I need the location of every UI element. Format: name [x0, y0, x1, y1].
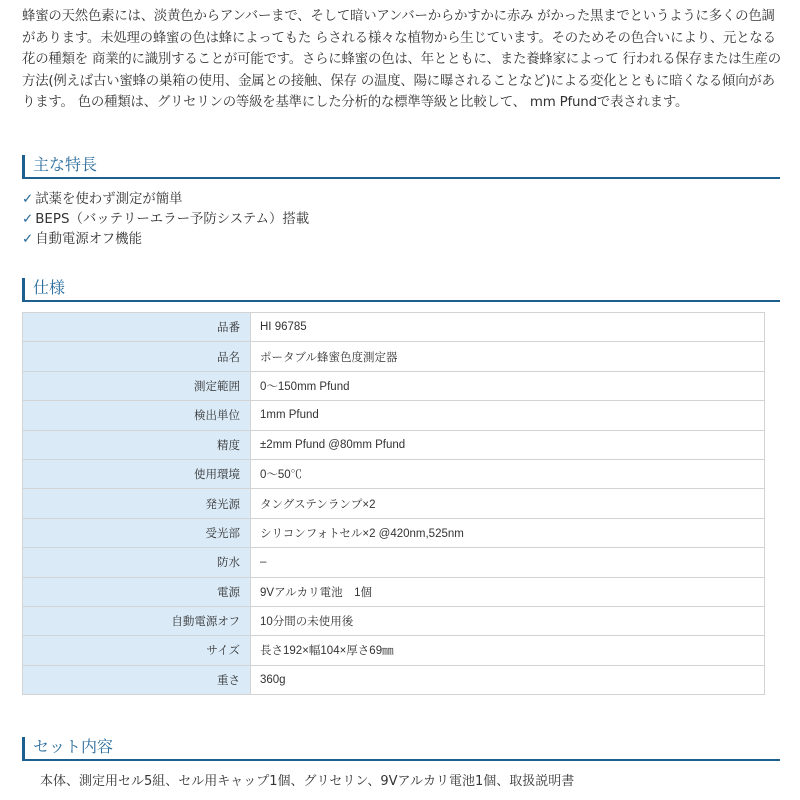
table-row	[23, 371, 765, 400]
spec-table	[22, 312, 765, 695]
spec-value: –	[251, 548, 765, 577]
spec-value: 10分間の未使用後	[251, 606, 765, 635]
set-contents-heading: セット内容	[33, 737, 114, 756]
feature-text: 試薬を使わず測定が簡単	[35, 192, 183, 207]
table-row	[23, 401, 765, 430]
spec-label: 検出単位	[23, 401, 251, 430]
table-row	[23, 430, 765, 459]
checkmark-icon: ✓	[22, 232, 34, 247]
spec-label: 使用環境	[23, 459, 251, 488]
feature-item	[22, 230, 309, 250]
intro-paragraph: 蜂蜜の天然色素には、淡黄色からアンバーまで、そして暗いアンバーからかすかに赤み がかった黒までというように多くの色調があります。未処理の蜂蜜の色は蜂によってもた らされる様々な植物から生じています。そのためその色合いにより、元となる花の種類を 商業的に識別することが可能です。さらに蜂蜜の色は、年とともに、また養蜂家によって 行われる保存または生産の方法(例えば古い蜜蜂の巣箱の使用、金属との接触、保存 の温度、陽に曝されることなど)による変化とともに暗くなる傾向があります。 色の種類は、グリセリンの等級を基準にした分析的な標準等級と比較して、 mm Pfundで表されます。	[22, 9, 781, 110]
spec-value: 360g	[251, 665, 765, 694]
spec-label: 電源	[23, 577, 251, 606]
table-row	[23, 518, 765, 547]
specs-heading: 仕様	[33, 278, 66, 297]
feature-text: 自動電源オフ機能	[35, 232, 142, 247]
spec-value: 9Vアルカリ電池 1個	[251, 577, 765, 606]
spec-value: ポータブル蜂蜜色度測定器	[251, 342, 765, 371]
spec-label: 品名	[23, 342, 251, 371]
feature-item	[22, 210, 309, 230]
spec-value: 長さ192×幅104×厚さ69㎜	[251, 636, 765, 665]
spec-label: 防水	[23, 548, 251, 577]
spec-value: ±2mm Pfund @80mm Pfund	[251, 430, 765, 459]
spec-value: HI 96785	[251, 313, 765, 342]
spec-label: 精度	[23, 430, 251, 459]
spec-value: 1mm Pfund	[251, 401, 765, 430]
spec-label: 自動電源オフ	[23, 606, 251, 635]
spec-value: シリコンフォトセル×2 @420nm,525nm	[251, 518, 765, 547]
spec-label: 発光源	[23, 489, 251, 518]
table-row	[23, 313, 765, 342]
table-row	[23, 606, 765, 635]
feature-item	[22, 190, 309, 210]
spec-label: 受光部	[23, 518, 251, 547]
table-row	[23, 636, 765, 665]
set-contents-text: 本体、測定用セル5組、セル用キャップ1個、グリセリン、9Vアルカリ電池1個、取扱説明書	[40, 774, 575, 789]
spec-value: 0〜150mm Pfund	[251, 371, 765, 400]
table-row	[23, 342, 765, 371]
table-row	[23, 489, 765, 518]
spec-value: タングステンランプ×2	[251, 489, 765, 518]
feature-text: BEPS（バッテリーエラー予防システム）搭載	[35, 212, 310, 227]
spec-label: 品番	[23, 313, 251, 342]
checkmark-icon: ✓	[22, 212, 34, 227]
features-list	[22, 190, 309, 250]
table-row	[23, 577, 765, 606]
spec-label: サイズ	[23, 636, 251, 665]
table-row	[23, 548, 765, 577]
table-row	[23, 665, 765, 694]
spec-label: 測定範囲	[23, 371, 251, 400]
spec-label: 重さ	[23, 665, 251, 694]
features-section-header	[22, 155, 780, 179]
table-row	[23, 459, 765, 488]
specs-section-header	[22, 278, 780, 302]
set-contents-section-header	[22, 737, 780, 761]
spec-value: 0〜50℃	[251, 459, 765, 488]
features-heading: 主な特長	[33, 155, 98, 174]
checkmark-icon: ✓	[22, 192, 34, 207]
